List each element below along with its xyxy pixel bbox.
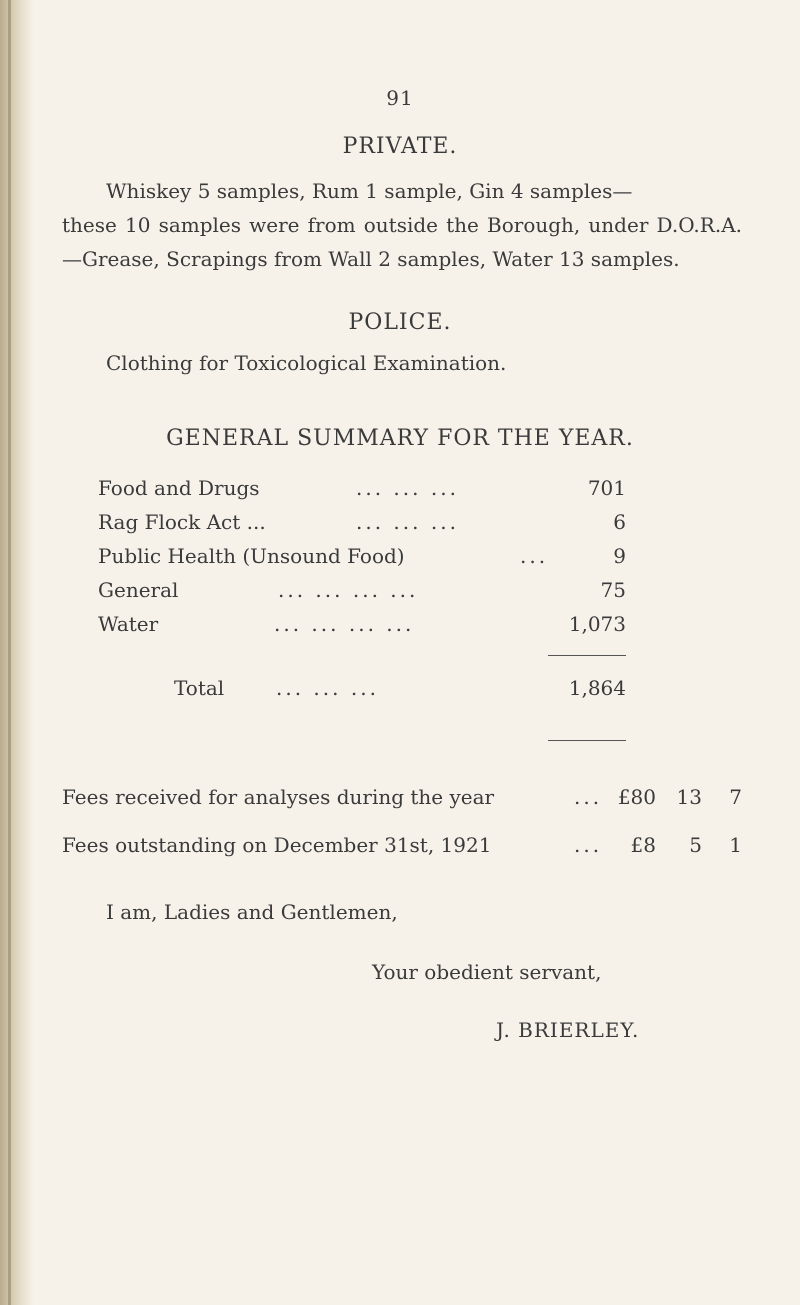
summary-row <box>98 476 626 510</box>
binding-edge <box>0 0 34 1305</box>
summary-row <box>98 612 626 646</box>
fee-pence: 1 <box>729 833 742 857</box>
private-paragraph <box>62 174 742 276</box>
fee-pounds: £8 <box>630 833 656 857</box>
private-paragraph-rest: these 10 samples were from outside the Borough, under D.O.R.A.—Grease, Scrapings from Wall 2 samples, Water 13 samples. <box>62 213 742 271</box>
fee-leader: ... <box>574 785 603 809</box>
summary-total-label: Total <box>174 676 225 700</box>
summary-row-label: Rag Flock Act ... <box>98 510 266 534</box>
fee-label: Fees received for analyses during the year <box>62 785 495 809</box>
summary-row <box>98 578 626 612</box>
fee-row <box>62 785 742 819</box>
summary-total-leader: ... ... ... <box>276 676 379 700</box>
summary-row-label: Public Health (Unsound Food) <box>98 544 405 568</box>
closing-valediction: Your obedient servant, <box>372 960 602 984</box>
police-text: Clothing for Toxicological Examination. <box>106 351 507 375</box>
fee-shillings: 5 <box>689 833 702 857</box>
summary-row-leader: ... ... ... ... <box>274 612 415 636</box>
private-heading: PRIVATE. <box>342 134 458 159</box>
summary-row-value: 6 <box>613 510 626 534</box>
summary-row-value: 9 <box>613 544 626 568</box>
summary-row-label: Water <box>98 612 159 636</box>
signature: J. BRIERLEY. <box>496 1018 640 1042</box>
summary-row-label: Food and Drugs <box>98 476 260 500</box>
total-rule-top <box>548 655 626 656</box>
closing-salutation: I am, Ladies and Gentlemen, <box>106 900 398 924</box>
summary-row-leader: ... ... ... ... <box>278 578 419 602</box>
summary-row-value: 75 <box>600 578 626 602</box>
summary-row-leader: ... ... ... <box>356 510 459 534</box>
fee-label: Fees outstanding on December 31st, 1921 <box>62 833 492 857</box>
page-number: 91 <box>386 86 414 110</box>
total-rule-bottom <box>548 740 626 741</box>
summary-row-value: 1,073 <box>568 612 626 636</box>
fee-pounds: £80 <box>617 785 656 809</box>
summary-row <box>98 510 626 544</box>
summary-total-row <box>98 676 626 710</box>
fee-leader: ... <box>574 833 603 857</box>
summary-row <box>98 544 626 578</box>
police-heading: POLICE. <box>348 310 452 335</box>
fee-row <box>62 833 742 867</box>
summary-heading: GENERAL SUMMARY FOR THE YEAR. <box>166 426 634 451</box>
private-paragraph-line1: Whiskey 5 samples, Rum 1 sample, Gin 4 samples— <box>106 179 633 203</box>
summary-row-leader: ... ... ... <box>356 476 459 500</box>
fee-pence: 7 <box>729 785 742 809</box>
summary-row-label: General <box>98 578 179 602</box>
summary-total-value: 1,864 <box>568 676 626 700</box>
summary-row-value: 701 <box>587 476 626 500</box>
fee-shillings: 13 <box>676 785 702 809</box>
binding-shadow <box>8 0 11 1305</box>
summary-row-leader: ... <box>520 544 549 568</box>
